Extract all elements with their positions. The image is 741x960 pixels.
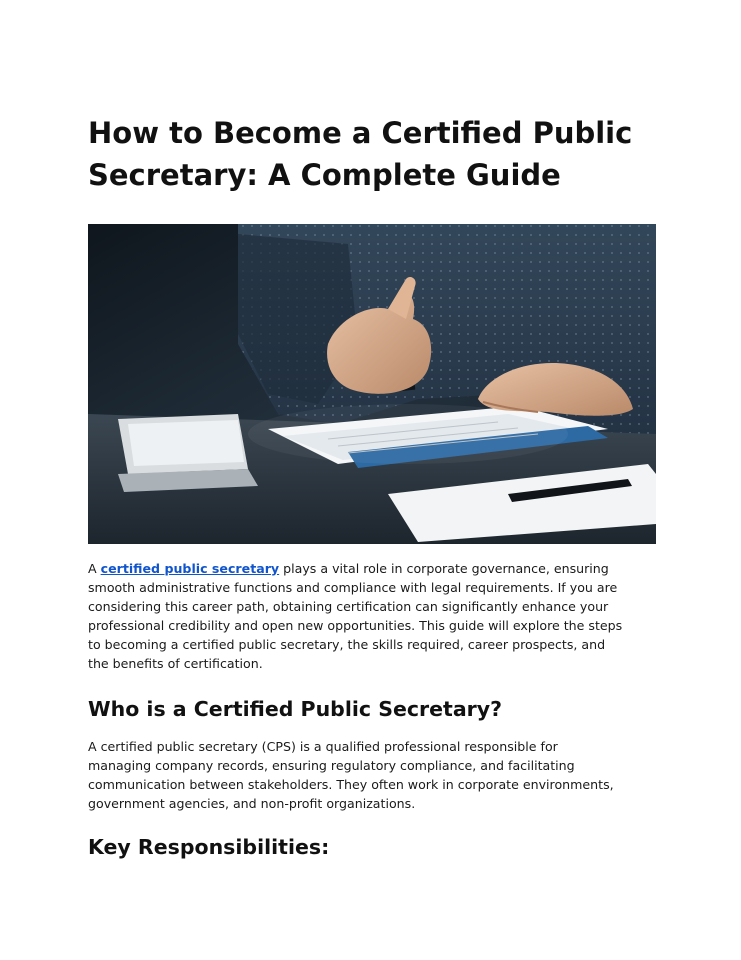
section1-line-3: communication between stakeholders. They often work in corporate environments, bbox=[88, 777, 614, 792]
section1-line-1: A certified public secretary (CPS) is a qualified professional responsible for bbox=[88, 739, 558, 754]
certified-public-secretary-link[interactable]: certified public secretary bbox=[100, 561, 280, 576]
page-title bbox=[88, 112, 668, 196]
title-line-1: How to Become a Certified Public bbox=[88, 116, 633, 150]
intro-prefix: A bbox=[88, 561, 101, 576]
section1-line-4: government agencies, and non-profit organizations. bbox=[88, 796, 416, 811]
intro-line-6: the benefits of certification. bbox=[88, 656, 263, 671]
intro-line-4: professional credibility and open new opportunities. This guide will explore the steps bbox=[88, 618, 623, 633]
intro-line-5: to becoming a certified public secretary, the skills required, career prospects, and bbox=[88, 637, 606, 652]
intro-line-2: smooth administrative functions and compliance with legal requirements. If you are bbox=[88, 580, 618, 595]
photo-hands-stamping-document-icon bbox=[88, 224, 656, 544]
intro-line-1-rest: plays a vital role in corporate governance, ensuring bbox=[279, 561, 609, 576]
hero-image bbox=[88, 224, 656, 544]
title-line-2: Secretary: A Complete Guide bbox=[88, 158, 561, 192]
section1-line-2: managing company records, ensuring regulatory compliance, and facilitating bbox=[88, 758, 575, 773]
section-heading-key-responsibilities: Key Responsibilities: bbox=[88, 835, 330, 859]
section-who-is-cps-paragraph bbox=[88, 737, 656, 813]
intro-line-3: considering this career path, obtaining certification can significantly enhance your bbox=[88, 599, 609, 614]
intro-paragraph bbox=[88, 559, 656, 673]
section-heading-who-is-cps: Who is a Certified Public Secretary? bbox=[88, 697, 503, 721]
